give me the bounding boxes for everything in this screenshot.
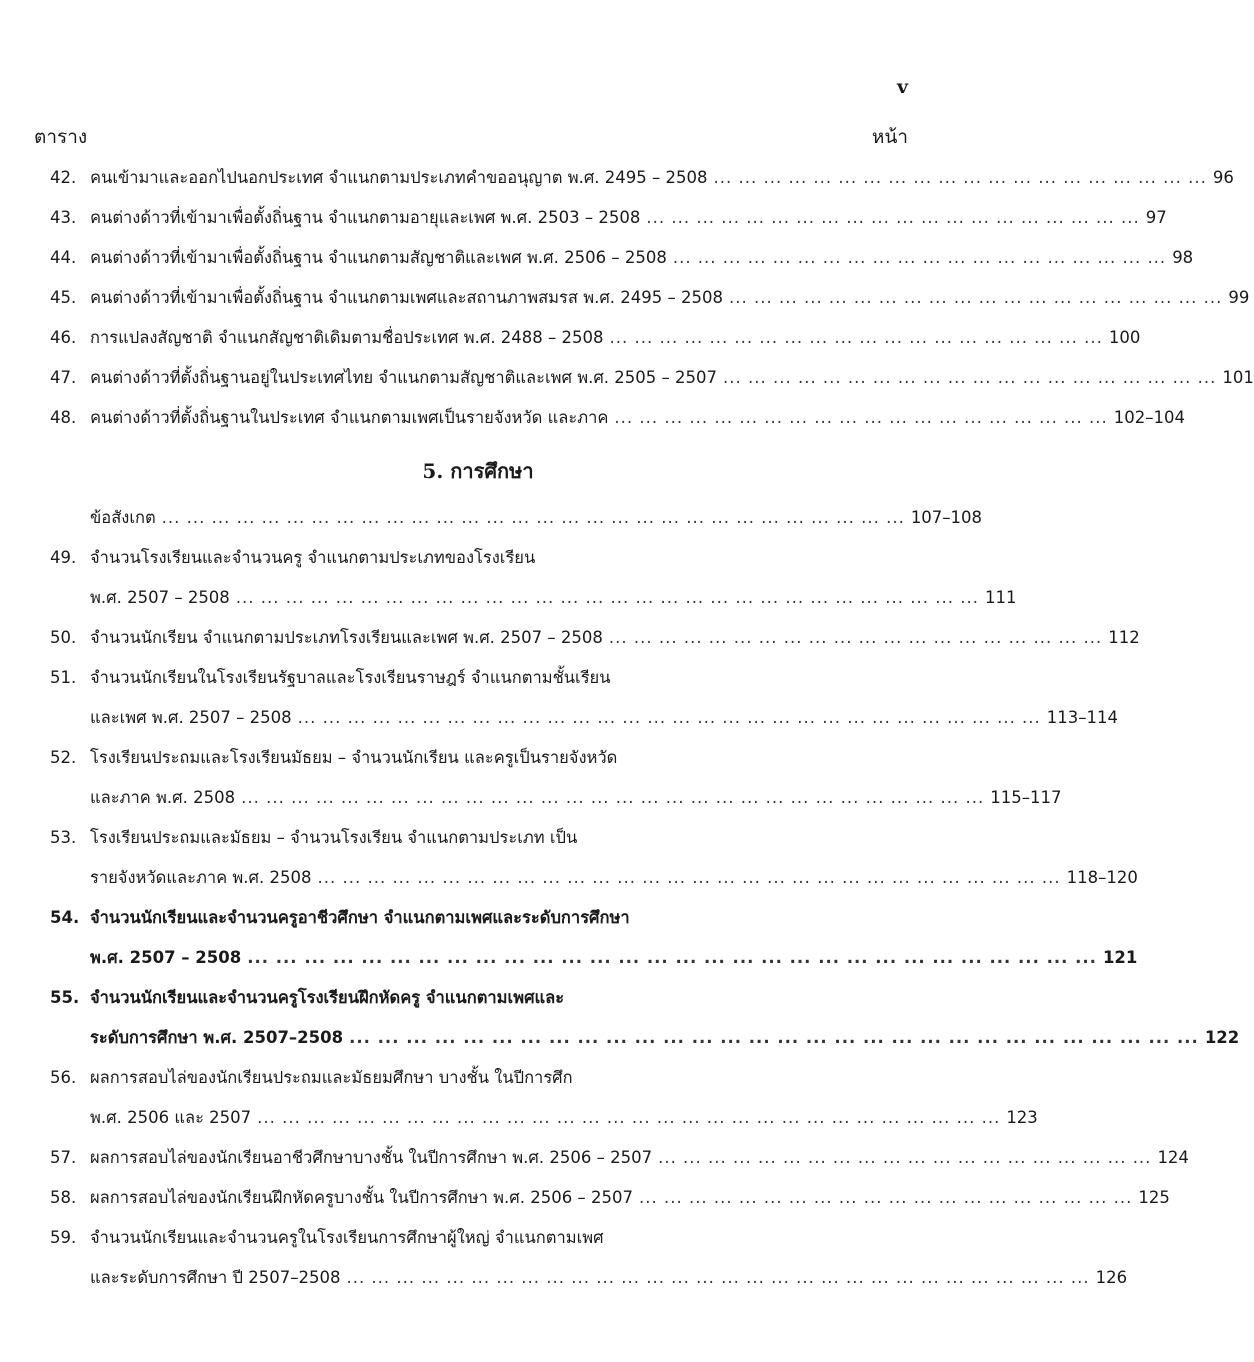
toc-entry-56-cont — [50, 1098, 1038, 1138]
dot-leader: ... ... ... ... ... ... ... ... ... ... ... ... ... ... ... ... ... ... ... ... ... ... ... ... ... ... ... ... ... ... — [257, 1108, 1001, 1127]
toc-entry-48 — [50, 398, 1186, 438]
entry-page: 107–108 — [910, 508, 983, 527]
dot-leader: ... ... ... ... ... ... ... ... ... ... ... ... ... ... ... ... ... ... ... ... ... ... ... ... ... ... ... ... ... ... — [235, 588, 979, 607]
entry-title-line2: พ.ศ. 2506 และ 2507 — [90, 1108, 252, 1127]
toc-entry-58 — [50, 1178, 1170, 1218]
entry-title-line1: โรงเรียนประถมและมัธยม – จำนวนโรงเรียน จำแนกตามประเภท เป็น — [90, 828, 578, 847]
dot-leader: ... ... ... ... ... ... ... ... ... ... ... ... ... ... ... ... ... ... ... ... — [658, 1148, 1152, 1167]
dot-leader: ... ... ... ... ... ... ... ... ... ... ... ... ... ... ... ... ... ... ... ... — [713, 168, 1207, 187]
toc-entry-55-cont — [50, 1018, 1240, 1058]
entry-title: คนเข้ามาและออกไปนอกประเทศ จำแนกตามประเภทคำขออนุญาต พ.ศ. 2495 – 2508 — [90, 168, 708, 187]
entry-title: คนต่างด้าวที่เข้ามาเพื่อตั้งถิ่นฐาน จำแนกตามเพศและสถานภาพสมรส พ.ศ. 2495 – 2508 — [90, 288, 724, 307]
toc-entry-42 — [50, 158, 1234, 198]
entry-number: 46. — [50, 328, 77, 347]
entry-title: การแปลงสัญชาติ จำแนกสัญชาติเดิมตามชื่อประเทศ พ.ศ. 2488 – 2508 — [90, 328, 604, 347]
entry-page: 100 — [1108, 328, 1141, 347]
entry-page: 113–114 — [1046, 708, 1119, 727]
entry-title-line1: โรงเรียนประถมและโรงเรียนมัธยม – จำนวนนักเรียน และครูเป็นรายจังหวัด — [90, 748, 618, 767]
entry-page: 111 — [984, 588, 1017, 607]
entry-page: 126 — [1095, 1268, 1128, 1287]
entry-page: 101 — [1222, 368, 1254, 387]
entry-number: 48. — [50, 408, 77, 427]
entry-title-line2: พ.ศ. 2507 – 2508 — [90, 948, 242, 967]
entry-page: 112 — [1108, 628, 1140, 647]
entry-page: 97 — [1145, 208, 1167, 227]
entry-number: 47. — [50, 368, 77, 387]
dot-leader: ... ... ... ... ... ... ... ... ... ... ... ... ... ... ... ... ... ... ... ... — [723, 368, 1217, 387]
toc-entry-51-cont — [50, 698, 1119, 738]
entry-number: 58. — [50, 1188, 77, 1207]
entry-title-line1: จำนวนนักเรียนและจำนวนครูโรงเรียนฝึกหัดครู จำแนกตามเพศและ — [90, 988, 565, 1007]
toc-entry-56 — [50, 1058, 906, 1098]
toc-entry-45 — [50, 278, 1250, 318]
table-of-contents — [50, 158, 1254, 1298]
entry-title-line1: จำนวนนักเรียนและจำนวนครูอาชีวศึกษา จำแนกตามเพศและระดับการศึกษา — [90, 908, 630, 927]
dot-leader: ... ... ... ... ... ... ... ... ... ... ... ... ... ... ... ... ... ... ... ... ... ... ... ... ... ... ... ... ... ... — [161, 508, 905, 527]
dot-leader: ... ... ... ... ... ... ... ... ... ... ... ... ... ... ... ... ... ... ... ... — [672, 248, 1167, 267]
entry-number: 42. — [50, 168, 77, 187]
entry-number: 45. — [50, 288, 77, 307]
toc-entry-57 — [50, 1138, 1189, 1178]
entry-number: 54. — [50, 908, 80, 927]
entry-title-line2: รายจังหวัดและภาค พ.ศ. 2508 — [90, 868, 312, 887]
entry-page: 96 — [1212, 168, 1234, 187]
toc-entry-59 — [50, 1218, 906, 1258]
entry-title: คนต่างด้าวที่ตั้งถิ่นฐานในประเทศ จำแนกตามเพศเป็นรายจังหวัด และภาค — [90, 408, 609, 427]
dot-leader: ... ... ... ... ... ... ... ... ... ... ... ... ... ... ... ... ... ... ... ... ... ... ... ... ... ... ... ... ... ... — [346, 1268, 1090, 1287]
dot-leader: ... ... ... ... ... ... ... ... ... ... ... ... ... ... ... ... ... ... ... ... — [609, 328, 1103, 347]
entry-title: ผลการสอบไล่ของนักเรียนอาชีวศึกษาบางชั้น ในปีการศึกษา พ.ศ. 2506 – 2507 — [90, 1148, 653, 1167]
dot-leader: ... ... ... ... ... ... ... ... ... ... ... ... ... ... ... ... ... ... ... ... ... ... ... ... ... ... ... ... ... ... — [317, 868, 1061, 887]
entry-number: 57. — [50, 1148, 77, 1167]
toc-entry-59-cont — [50, 1258, 1128, 1298]
entry-title-line2: และเพศ พ.ศ. 2507 – 2508 — [90, 708, 292, 727]
dot-leader: ... ... ... ... ... ... ... ... ... ... ... ... ... ... ... ... ... ... ... ... ... ... ... ... ... ... ... ... ... ... — [297, 708, 1041, 727]
dot-leader: ... ... ... ... ... ... ... ... ... ... ... ... ... ... ... ... ... ... ... ... — [608, 628, 1103, 647]
toc-entry-note — [50, 498, 983, 538]
entry-page: 121 — [1102, 948, 1138, 967]
entry-number: 52. — [50, 748, 77, 767]
entry-number: 51. — [50, 668, 77, 687]
entry-title: คนต่างด้าวที่เข้ามาเพื่อตั้งถิ่นฐาน จำแนกตามอายุและเพศ พ.ศ. 2503 – 2508 — [90, 208, 641, 227]
entry-page: 102–104 — [1113, 408, 1186, 427]
entry-title-line1: จำนวนนักเรียนในโรงเรียนรัฐบาลและโรงเรียนราษฎร์ จำแนกตามชั้นเรียน — [90, 668, 611, 687]
entry-title: ผลการสอบไล่ของนักเรียนฝึกหัดครูบางชั้น ในปีการศึกษา พ.ศ. 2506 – 2507 — [90, 1188, 633, 1207]
entry-title-line1: ผลการสอบไล่ของนักเรียนประถมและมัธยมศึกษา บางชั้น ในปีการศึก — [90, 1068, 573, 1087]
entry-page: 122 — [1204, 1028, 1240, 1047]
entry-page: 124 — [1157, 1148, 1189, 1167]
toc-entry-53-cont — [50, 858, 1138, 898]
entry-number: 50. — [50, 628, 77, 647]
entry-page: 123 — [1006, 1108, 1038, 1127]
toc-entry-51 — [50, 658, 906, 698]
dot-leader: ... ... ... ... ... ... ... ... ... ... ... ... ... ... ... ... ... ... ... ... — [646, 208, 1140, 227]
entry-title: จำนวนนักเรียน จำแนกตามประเภทโรงเรียนและเพศ พ.ศ. 2507 – 2508 — [90, 628, 603, 647]
column-header-page: หน้า — [871, 126, 908, 148]
entry-page: 99 — [1228, 288, 1250, 307]
entry-number: 55. — [50, 988, 80, 1007]
entry-page: 118–120 — [1066, 868, 1138, 887]
entry-title: คนต่างด้าวที่ตั้งถิ่นฐานอยู่ในประเทศไทย จำแนกตามสัญชาติและเพศ พ.ศ. 2505 – 2507 — [90, 368, 718, 387]
entry-page: 115–117 — [990, 788, 1062, 807]
entry-title: คนต่างด้าวที่เข้ามาเพื่อตั้งถิ่นฐาน จำแนกตามสัญชาติและเพศ พ.ศ. 2506 – 2508 — [90, 248, 667, 267]
toc-entry-50 — [50, 618, 1140, 658]
entry-number: 53. — [50, 828, 77, 847]
toc-entry-55 — [50, 978, 906, 1018]
dot-leader: ... ... ... ... ... ... ... ... ... ... ... ... ... ... ... ... ... ... ... ... — [729, 288, 1223, 307]
toc-entry-52-cont — [50, 778, 1062, 818]
toc-entry-44 — [50, 238, 1194, 278]
entry-title: ข้อสังเกต — [90, 508, 156, 527]
dot-leader: ... ... ... ... ... ... ... ... ... ... ... ... ... ... ... ... ... ... ... ... ... ... ... ... ... ... ... ... ... ... — [247, 948, 1097, 967]
toc-entry-54-cont — [50, 938, 1138, 978]
entry-title-line2: ระดับการศึกษา พ.ศ. 2507–2508 — [90, 1028, 344, 1047]
entry-title-line1: จำนวนโรงเรียนและจำนวนครู จำแนกตามประเภทของโรงเรียน — [90, 548, 536, 567]
dot-leader: ... ... ... ... ... ... ... ... ... ... ... ... ... ... ... ... ... ... ... ... ... ... ... ... ... ... ... ... ... ... — [241, 788, 985, 807]
dot-leader: ... ... ... ... ... ... ... ... ... ... ... ... ... ... ... ... ... ... ... ... — [614, 408, 1108, 427]
toc-entry-53 — [50, 818, 906, 858]
page-number-roman: v — [896, 76, 908, 98]
entry-title-line1: จำนวนนักเรียนและจำนวนครูในโรงเรียนการศึกษาผู้ใหญ่ จำแนกตามเพศ — [90, 1228, 604, 1247]
toc-entry-54 — [50, 898, 906, 938]
toc-entry-52 — [50, 738, 906, 778]
toc-entry-49 — [50, 538, 906, 578]
entry-title-line2: และระดับการศึกษา ปี 2507–2508 — [90, 1268, 341, 1287]
entry-title-line2: พ.ศ. 2507 – 2508 — [90, 588, 230, 607]
toc-entry-49-cont — [50, 578, 1017, 618]
section-heading: 5. การศึกษา — [422, 459, 534, 483]
toc-entry-43 — [50, 198, 1167, 238]
toc-entry-47 — [50, 358, 1254, 398]
entry-number: 43. — [50, 208, 77, 227]
entry-page: 125 — [1138, 1188, 1170, 1207]
toc-entry-46 — [50, 318, 1141, 358]
entry-title-line2: และภาค พ.ศ. 2508 — [90, 788, 236, 807]
column-header-table: ตาราง — [34, 126, 88, 148]
dot-leader: ... ... ... ... ... ... ... ... ... ... ... ... ... ... ... ... ... ... ... ... ... ... ... ... ... ... ... ... ... ... — [349, 1028, 1199, 1047]
entry-number: 59. — [50, 1228, 77, 1247]
entry-number: 56. — [50, 1068, 77, 1087]
entry-number: 44. — [50, 248, 77, 267]
entry-page: 98 — [1172, 248, 1194, 267]
entry-number: 49. — [50, 548, 77, 567]
dot-leader: ... ... ... ... ... ... ... ... ... ... ... ... ... ... ... ... ... ... ... ... — [638, 1188, 1133, 1207]
